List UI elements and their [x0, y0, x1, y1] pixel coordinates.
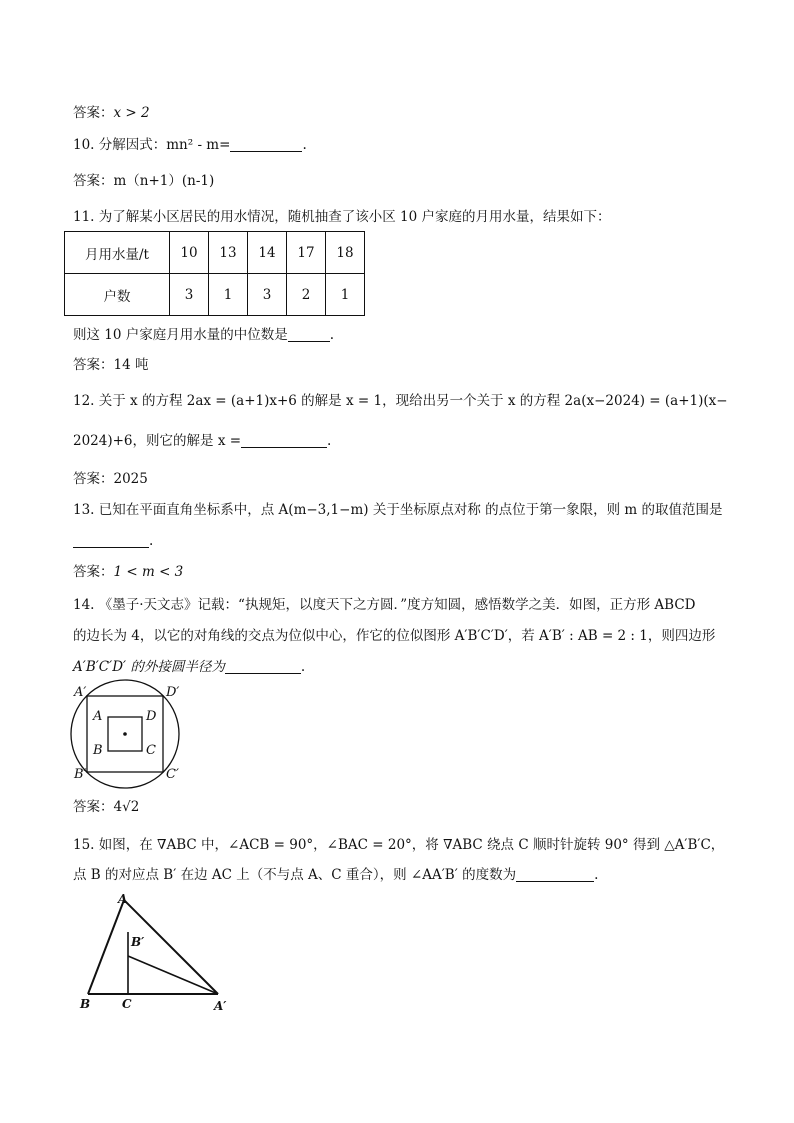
- table-cell: 1: [326, 274, 365, 316]
- question-text: 则这 10 户家庭月用水量的中位数是: [73, 327, 288, 343]
- q12-text: [73, 392, 728, 410]
- q12-answer: [73, 470, 148, 488]
- question-text: 12. 关于 x 的方程 2ax = (a+1)x+6 的解是 x = 1，现给出另一个关于 x 的方程 2a(x−2024) = (a+1)(x−: [73, 393, 728, 409]
- question-text: 11. 为了解某小区居民的用水情况，随机抽查了该小区 10 户家庭的月用水量，结果如下：: [73, 209, 611, 225]
- table-cell: 18: [326, 232, 365, 274]
- answer-blank: [225, 659, 301, 674]
- answer-label: 答案：: [73, 105, 114, 121]
- label-B: B: [93, 743, 103, 758]
- question-text: A′B′C′D′ 的外接圆半径为: [73, 659, 225, 675]
- q14-text-cont2: [73, 658, 305, 676]
- table-cell: 14: [248, 232, 287, 274]
- question-text: 13. 已知在平面直角坐标系中，点 A(m−3,1−m) 关于坐标原点对称 的点位于第一象限，则 m 的取值范围是: [73, 502, 723, 518]
- table-row: [65, 232, 365, 274]
- q10-text: [73, 136, 307, 154]
- label-A-prime: A′: [214, 999, 227, 1013]
- q11-text: [73, 208, 611, 226]
- q12-text-cont: [73, 432, 331, 450]
- table-cell: 10: [170, 232, 209, 274]
- answer-blank: [241, 433, 327, 448]
- answer-label: 答案：: [73, 173, 114, 189]
- table-row: [65, 274, 365, 316]
- answer-blank: [230, 137, 302, 152]
- q15-text-cont: [73, 866, 598, 884]
- label-D: D: [146, 709, 157, 724]
- answer-blank: [288, 327, 330, 342]
- answer-label: 答案：: [73, 471, 114, 487]
- table-cell: 3: [170, 274, 209, 316]
- label-B-prime: B′: [74, 767, 87, 782]
- answer-value: m（n+1）(n-1): [113, 173, 215, 189]
- label-A: A: [93, 709, 103, 724]
- period: .: [300, 659, 306, 675]
- period: .: [594, 867, 599, 883]
- question-text: 2024)+6，则它的解是 x =: [73, 433, 242, 449]
- label-A: A: [118, 892, 128, 906]
- table-header-cell: 户数: [65, 274, 170, 316]
- answer-value: 2025: [113, 471, 148, 487]
- period: .: [302, 137, 307, 153]
- segment-AB: [88, 900, 124, 994]
- table-cell: 2: [287, 274, 326, 316]
- period: .: [327, 433, 332, 449]
- label-B-prime: B′: [131, 935, 145, 949]
- question-text: 15. 如图，在 ∇ABC 中，∠ACB = 90°，∠BAC = 20°，将 ∇ABC 绕点 C 顺时针旋转 90° 得到 △A′B′C，: [73, 837, 725, 853]
- answer-label: 答案：: [73, 357, 114, 373]
- water-usage-table: [64, 231, 365, 316]
- answer-label: 答案：: [73, 799, 114, 815]
- answer-blank: [73, 533, 149, 548]
- answer-value: 1 < m < 3: [113, 564, 184, 580]
- label-C: C: [146, 743, 156, 758]
- q14-answer: [73, 798, 139, 816]
- label-C-prime: C′: [166, 767, 179, 782]
- q11-question: [73, 326, 334, 344]
- table-cell: 17: [287, 232, 326, 274]
- question-text: 点 B 的对应点 B′ 在边 AC 上（不与点 A、C 重合），则 ∠AA′B′ 的度数为: [73, 867, 517, 883]
- table-cell: 3: [248, 274, 287, 316]
- q14-figure: [60, 678, 200, 790]
- q14-text-cont: [73, 627, 715, 645]
- q15-text: [73, 836, 724, 854]
- q14-text: [73, 596, 695, 614]
- table-header-cell: 月用水量/t: [65, 232, 170, 274]
- table-cell: 13: [209, 232, 248, 274]
- answer-value: 14 吨: [113, 357, 149, 373]
- question-text: 14. 《墨子·天文志》记载：“执规矩，以度天下之方圆．”度方知圆，感悟数学之美．如图，正方形 ABCD: [73, 597, 696, 613]
- label-D-prime: D′: [166, 685, 180, 700]
- q15-figure: [74, 890, 244, 1012]
- q10-answer: [73, 172, 214, 190]
- answer-value: x > 2: [113, 105, 150, 121]
- answer-label: 答案：: [73, 564, 114, 580]
- label-C: C: [122, 997, 132, 1011]
- label-A-prime: A′: [74, 685, 87, 700]
- label-B: B: [80, 997, 91, 1011]
- period: .: [329, 327, 335, 343]
- center-point: [123, 732, 127, 736]
- q9-answer: [73, 104, 150, 122]
- q13-answer: [73, 563, 183, 581]
- answer-blank: [516, 867, 594, 882]
- q11-answer: [73, 356, 148, 374]
- segment-B-prime-A-prime: [128, 956, 218, 994]
- table-cell: 1: [209, 274, 248, 316]
- q13-text: [73, 501, 723, 519]
- question-text: 的边长为 4，以它的对角线的交点为位似中心，作它的位似图形 A′B′C′D′，若 A′B′ : AB = 2 : 1，则四边形: [73, 628, 716, 644]
- q13-blank-line: [73, 532, 153, 550]
- question-text: 10. 分解因式：mn² - m=: [73, 137, 231, 153]
- answer-value: 4√2: [113, 799, 140, 815]
- period: .: [149, 533, 154, 549]
